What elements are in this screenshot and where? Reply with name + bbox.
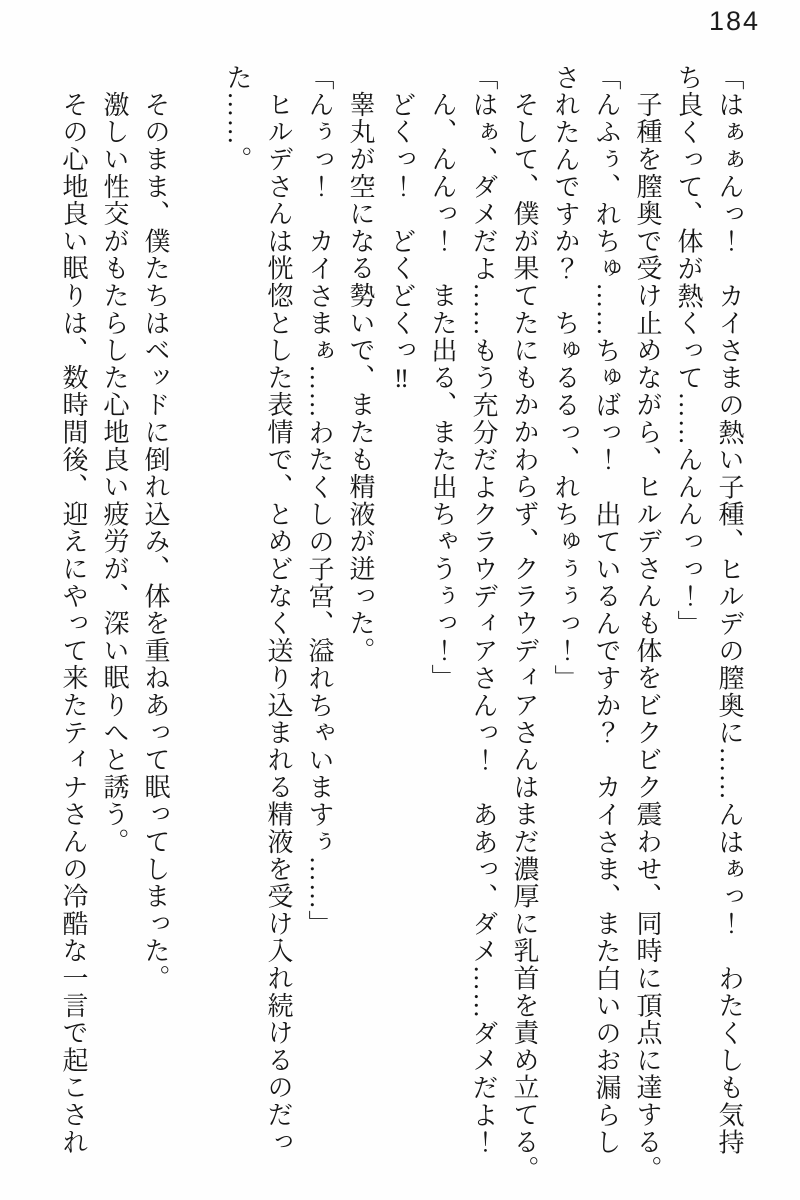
text-block	[53, 64, 750, 1183]
text-line: た……。	[223, 64, 252, 174]
text-line: ち良くって、体が熱くって……んんんっっ！」	[674, 64, 703, 638]
text-line: 睾丸が空になる勢いで、またも精液が迸った。	[346, 91, 375, 665]
text-line: そして、僕が果てたにもかかわらず、クラウディアさんはまだ濃厚に乳首を責め立てる。	[510, 91, 539, 1183]
text-line: ん、んんっ！ また出る、また出ちゃうぅっ！」	[428, 91, 457, 692]
text-line: されたんですか？ ちゅるるっ、れちゅぅぅっ！」	[551, 64, 580, 692]
text-line: その心地良い眠りは、数時間後、迎えにやって来たティナさんの冷酷な一言で起こされ	[59, 91, 88, 1156]
page-number: 184	[708, 6, 760, 36]
text-line: そのまま、僕たちはベッドに倒れ込み、体を重ねあって眠ってしまった。	[141, 91, 170, 992]
text-line: 「んぅっ！ カイさまぁ……わたくしの子宮、溢れちゃいますぅ……」	[305, 64, 334, 938]
text-line: 「はぁ、ダメだよ……もう充分だよクラウディアさんっ！ ああっ、ダメ……ダメだよ！	[469, 64, 498, 1156]
text-line: 「はぁぁんっ！ カイさまの熱い子種、ヒルデの膣奥に……んはぁっ！ わたくしも気持	[715, 64, 744, 1156]
blank-line	[176, 64, 217, 1160]
text-line: 子種を膣奥で受け止めながら、ヒルデさんも体をビクビク震わせ、同時に頂点に達する。	[633, 91, 662, 1183]
text-line: ヒルデさんは恍惚とした表情で、とめどなく送り込まれる精液を受け入れ続けるのだっ	[264, 91, 293, 1156]
text-line: どくっ！ どくどくっ‼	[387, 91, 416, 395]
text-line: 「んふぅ、れちゅ……ちゅばっ！ 出ているんですか？ カイさま、また白いのお漏らし	[592, 64, 621, 1156]
text-line: 激しい性交がもたらした心地良い疲労が、深い眠りへと誘う。	[100, 91, 129, 856]
